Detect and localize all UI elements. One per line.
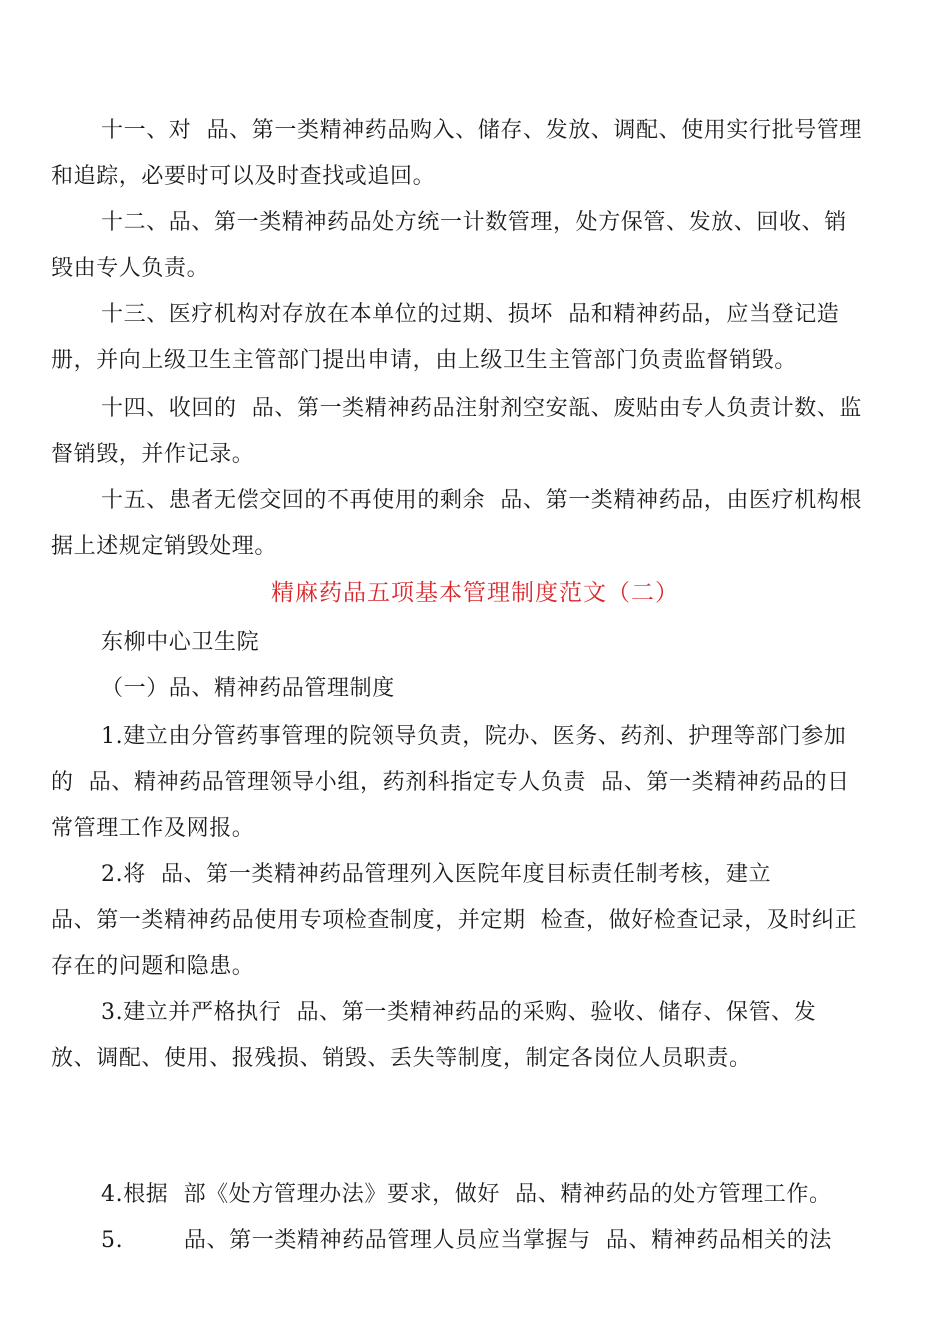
paragraph-line: 十五、患者无偿交回的不再使用的剩余 品、第一类精神药品，由医疗机构根	[101, 488, 862, 513]
paragraph-line: 的 品、精神药品管理领导小组，药剂科指定专人负责 品、第一类精神药品的日	[51, 770, 850, 795]
paragraph-line: 册，并向上级卫生主管部门提出申请，由上级卫生主管部门负责监督销毁。	[51, 348, 797, 373]
paragraph-line: 3.建立并严格执行 品、第一类精神药品的采购、验收、储存、保管、发	[101, 1000, 817, 1025]
paragraph-line: 5. 品、第一类精神药品管理人员应当掌握与 品、精神药品相关的法	[101, 1228, 832, 1253]
paragraph-line: 1.建立由分管药事管理的院领导负责，院办、医务、药剂、护理等部门参加	[101, 724, 847, 749]
paragraph-line: 常管理工作及网报。	[51, 816, 255, 841]
paragraph-line: 放、调配、使用、报残损、销毁、丢失等制度，制定各岗位人员职责。	[51, 1046, 752, 1071]
paragraph-line: 毁由专人负责。	[51, 256, 210, 281]
subsection-heading: （一）品、精神药品管理制度	[101, 676, 395, 701]
paragraph-line: 十四、收回的 品、第一类精神药品注射剂空安瓿、废贴由专人负责计数、监	[101, 396, 862, 421]
paragraph-line: 据上述规定销毁处理。	[51, 534, 278, 559]
paragraph-line: 十三、医疗机构对存放在本单位的过期、损坏 品和精神药品，应当登记造	[101, 302, 840, 327]
paragraph-line: 4.根据 部《处方管理办法》要求，做好 品、精神药品的处方管理工作。	[101, 1182, 832, 1207]
paragraph-line: 督销毁，并作记录。	[51, 442, 255, 467]
paragraph-line: 品、第一类精神药品使用专项检查制度，并定期 检查，做好检查记录，及时纠正	[51, 908, 858, 933]
paragraph-line: 2.将 品、第一类精神药品管理列入医院年度目标责任制考核，建立	[101, 862, 772, 887]
paragraph-line: 十一、对 品、第一类精神药品购入、储存、发放、调配、使用实行批号管理	[101, 118, 862, 143]
paragraph-line: 和追踪，必要时可以及时查找或追回。	[51, 164, 436, 189]
paragraph-line: 存在的问题和隐患。	[51, 954, 255, 979]
section-title: 精麻药品五项基本管理制度范文（二）	[271, 580, 679, 606]
paragraph-line: 十二、品、第一类精神药品处方统一计数管理，处方保管、发放、回收、销	[101, 210, 847, 235]
organization-name: 东柳中心卫生院	[101, 630, 260, 655]
